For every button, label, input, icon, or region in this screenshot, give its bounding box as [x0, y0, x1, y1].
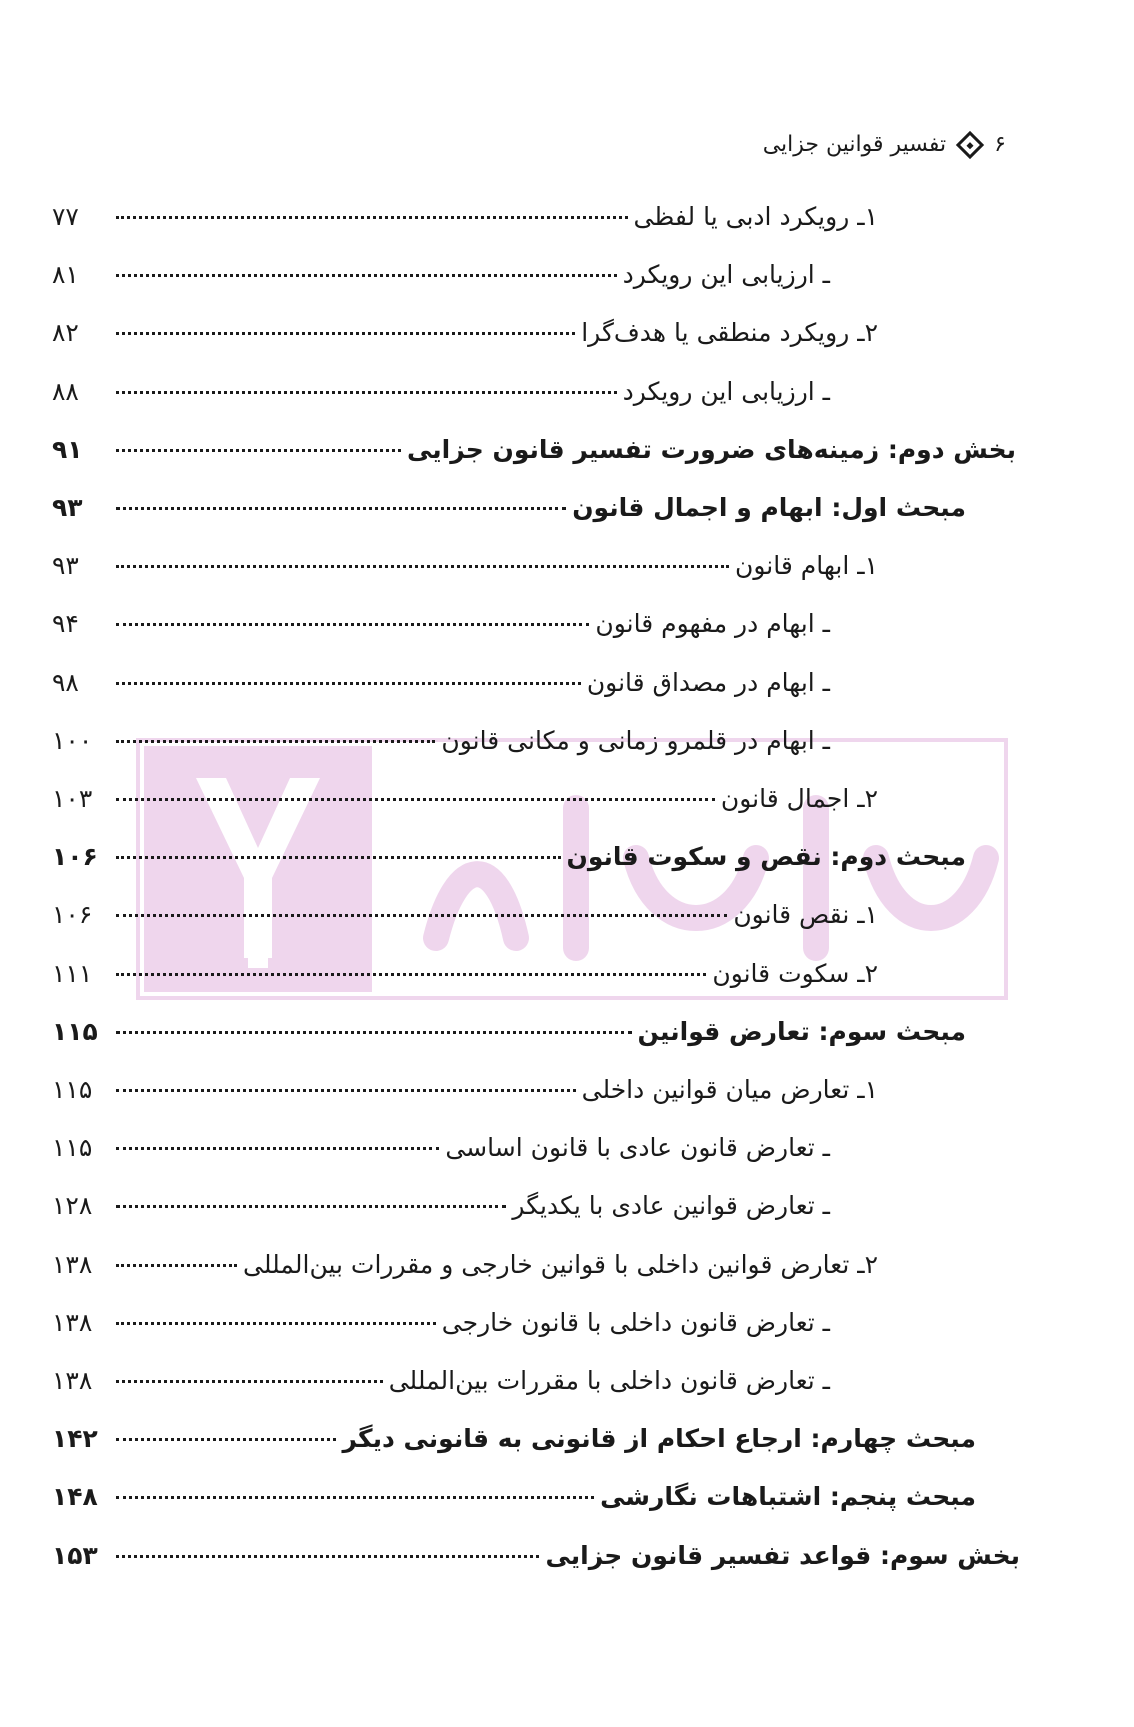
leader-dots	[116, 1555, 539, 1558]
leader-dots	[116, 1147, 439, 1150]
leader-dots	[116, 1380, 383, 1383]
toc-entry-title: ۱ـ رویکرد ادبی یا لفظی	[633, 202, 878, 231]
leader-dots	[116, 1496, 594, 1499]
toc-entry	[52, 1364, 830, 1398]
toc-entry	[52, 1015, 966, 1049]
toc-entry	[52, 898, 878, 932]
leader-dots	[116, 1089, 576, 1092]
toc-entry	[52, 1131, 830, 1165]
toc-entry-title: ـ ارزیابی این رویکرد	[622, 376, 830, 406]
toc-entry-title: ـ ابهام در قلمرو زمانی و مکانی قانون	[441, 725, 830, 755]
toc-entry-title: ـ ابهام در مفهوم قانون	[595, 609, 830, 639]
toc-entry-title: ۱ـ نقص قانون	[733, 900, 878, 930]
leader-dots	[116, 449, 401, 452]
toc-entry-page-number: ۱۱۵	[52, 1133, 93, 1163]
toc-entry-page-number: ۱۵۳	[52, 1540, 98, 1570]
toc-entry	[52, 316, 878, 350]
leader-dots	[116, 1438, 336, 1441]
toc-entry-page-number: ۹۳	[52, 493, 83, 522]
leader-dots	[116, 274, 617, 277]
toc-entry	[52, 1248, 878, 1282]
toc-entry	[52, 491, 966, 525]
toc-entry-page-number: ۱۱۱	[52, 958, 93, 988]
toc-entry	[52, 433, 1016, 467]
leader-dots	[116, 507, 566, 510]
toc-entry-title: ـ تعارض قوانین عادی با یکدیگر	[512, 1191, 830, 1221]
toc-entry	[52, 1480, 976, 1514]
toc-entry	[52, 375, 830, 409]
toc-entry-title: ـ تعارض قانون داخلی با مقررات بین‌المللی	[388, 1366, 830, 1395]
toc-entry-page-number: ۱۰۶	[52, 842, 98, 872]
leader-dots	[116, 391, 617, 394]
toc-entry-title: بخش سوم: قواعد تفسیر قانون جزایی	[545, 1540, 1020, 1570]
leader-dots	[116, 1322, 436, 1325]
toc-entry-page-number: ۹۱	[52, 434, 83, 464]
toc-entry-page-number: ۱۳۸	[52, 1307, 93, 1337]
leader-dots	[116, 332, 575, 335]
toc-entry-title: ۲ـ تعارض قوانین داخلی با قوانین خارجی و مقررات بین‌المللی	[243, 1249, 878, 1279]
toc-entry-page-number: ۷۷	[52, 202, 79, 231]
toc-entry	[52, 1306, 830, 1340]
toc-entry-page-number: ۸۸	[52, 376, 79, 406]
toc-entry-title: ـ تعارض قانون عادی با قانون اساسی	[445, 1133, 830, 1163]
toc-entry-title: مبحث چهارم: ارجاع احکام از قانونی به قانونی دیگر	[342, 1424, 976, 1454]
toc-entry	[52, 724, 830, 758]
toc-entry-title: ۲ـ اجمال قانون	[720, 784, 878, 813]
toc-entry-title: ۱ـ تعارض میان قوانین داخلی	[581, 1075, 878, 1104]
toc-entry	[52, 1073, 878, 1107]
toc-entry-page-number: ۸۱	[52, 260, 79, 290]
toc-entry	[52, 666, 830, 700]
leader-dots	[116, 565, 729, 568]
toc-entry-page-number: ۸۲	[52, 318, 79, 348]
toc-entry	[52, 1422, 976, 1456]
toc-entry	[52, 1189, 830, 1223]
toc-entry-page-number: ۹۴	[52, 609, 79, 639]
toc-entry	[52, 957, 878, 991]
toc-entry-title: ۲ـ رویکرد منطقی یا هدف‌گرا	[581, 318, 878, 348]
toc-entry	[52, 840, 966, 874]
toc-entry-page-number: ۱۴۲	[52, 1424, 98, 1454]
toc-entry-title: مبحث سوم: تعارض قوانین	[637, 1016, 966, 1046]
leader-dots	[116, 1264, 237, 1267]
toc-entry	[52, 258, 830, 292]
toc-entry-page-number: ۱۳۸	[52, 1366, 93, 1395]
toc-entry-page-number: ۱۰۰	[52, 725, 93, 755]
toc-entry-title: مبحث پنجم: اشتباهات نگارشی	[600, 1482, 976, 1512]
toc-entry-title: مبحث اول: ابهام و اجمال قانون	[572, 493, 966, 522]
leader-dots	[116, 1205, 506, 1208]
toc-entry-page-number: ۱۱۵	[52, 1075, 93, 1104]
toc-entry-title: بخش دوم: زمینه‌های ضرورت تفسیر قانون جزایی	[406, 434, 1016, 464]
toc-entry-page-number: ۹۸	[52, 667, 79, 697]
toc-entry	[52, 1539, 1020, 1573]
toc-entry	[52, 607, 830, 641]
toc-entry-page-number: ۱۲۸	[52, 1191, 93, 1221]
toc-entry-title: مبحث دوم: نقص و سکوت قانون	[566, 842, 966, 872]
leader-dots	[116, 856, 561, 859]
toc-entry-page-number: ۱۴۸	[52, 1482, 98, 1512]
leader-dots	[116, 740, 435, 743]
toc-entry-title: ۱ـ ابهام قانون	[735, 551, 878, 581]
leader-dots	[116, 1031, 632, 1034]
leader-dots	[116, 798, 715, 801]
leader-dots	[116, 682, 581, 685]
book-title: تفسیر قوانین جزایی	[762, 132, 947, 157]
toc-entry-page-number: ۱۳۸	[52, 1249, 93, 1279]
page-number: ۶	[994, 132, 1006, 157]
toc-entry-title: ۲ـ سکوت قانون	[712, 958, 878, 988]
leader-dots	[116, 216, 628, 219]
toc-entry-page-number: ۹۳	[52, 551, 79, 581]
toc-entry	[52, 782, 878, 816]
toc-entry-title: ـ تعارض قانون داخلی با قانون خارجی	[441, 1307, 830, 1337]
toc-entry	[52, 549, 878, 583]
leader-dots	[116, 973, 706, 976]
toc-entry-title: ـ ابهام در مصداق قانون	[586, 667, 830, 697]
toc-entry-page-number: ۱۰۶	[52, 900, 93, 930]
toc-entry-page-number: ۱۱۵	[52, 1016, 98, 1046]
toc-entry-title: ـ ارزیابی این رویکرد	[622, 260, 830, 290]
toc-entry-page-number: ۱۰۳	[52, 784, 93, 813]
toc-entry	[52, 200, 878, 234]
leader-dots	[116, 623, 589, 626]
leader-dots	[116, 914, 727, 917]
